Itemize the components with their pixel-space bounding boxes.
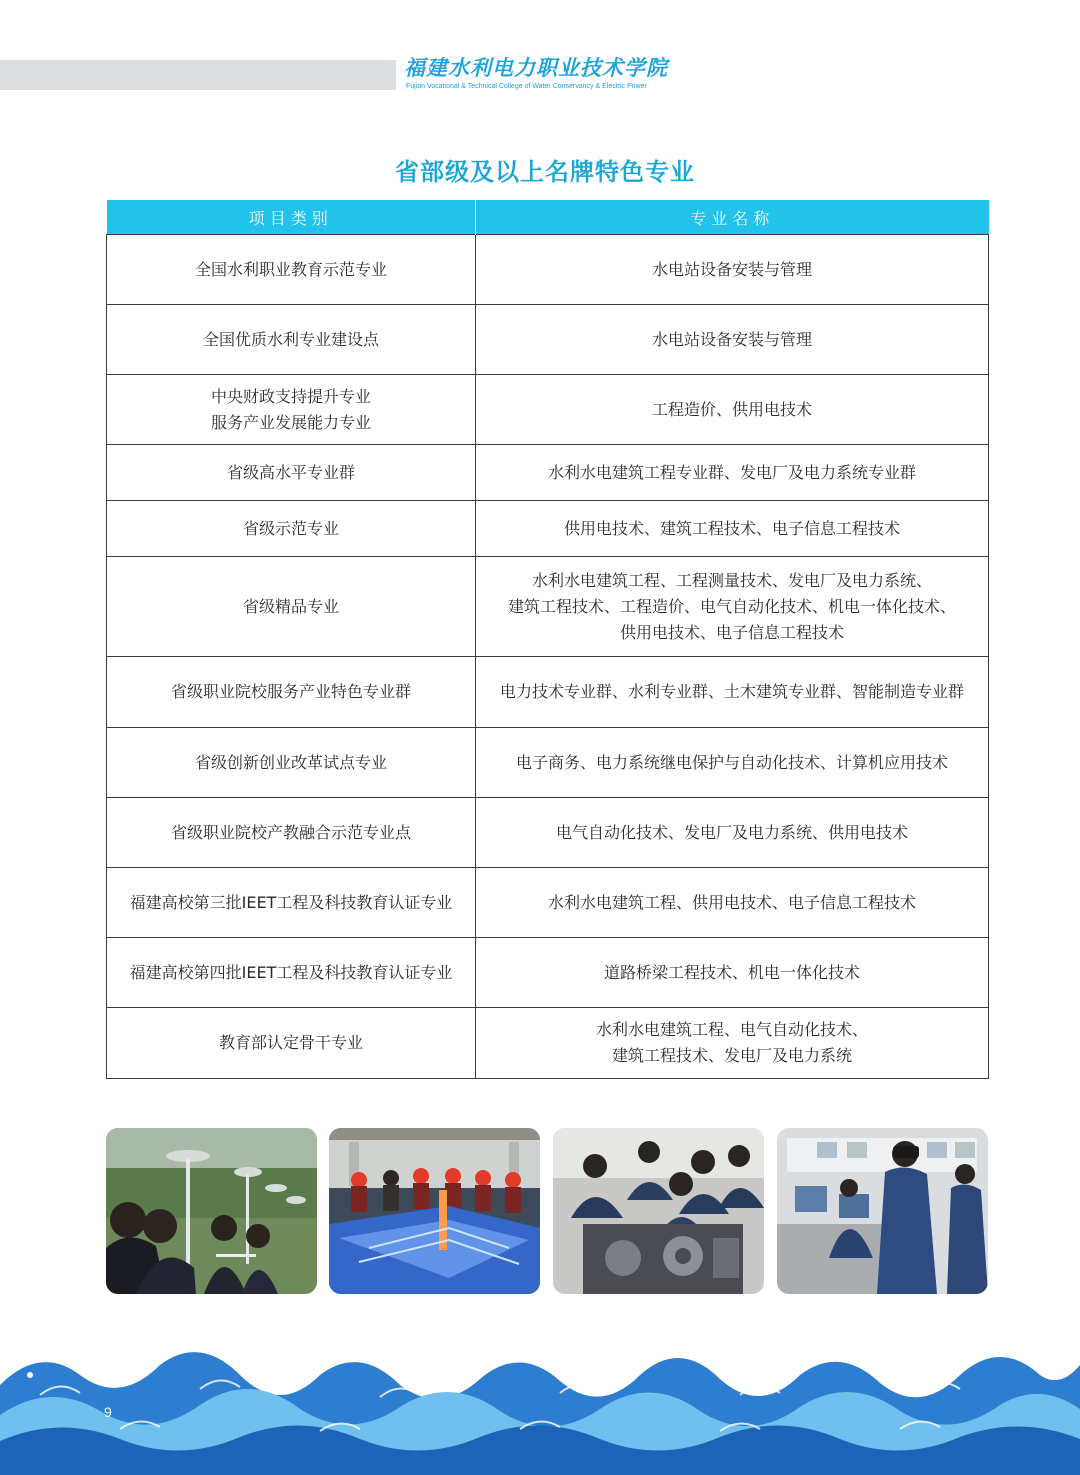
majors-text: 水利水电建筑工程、工程测量技术、发电厂及电力系统、 (531, 570, 932, 590)
category-text: 教育部认定骨干专业 (218, 1033, 363, 1052)
majors-text: 建筑工程技术、工程造价、电气自动化技术、机电一体化技术、 (507, 596, 956, 616)
table-row (107, 868, 989, 938)
photo-surveying-students (106, 1128, 317, 1294)
cell-majors (476, 501, 989, 557)
majors-text: 电力技术专业群、水利专业群、土木建筑专业群、智能制造专业群 (499, 682, 964, 701)
majors-text: 水电站设备安装与管理 (651, 259, 812, 279)
cell-majors (476, 868, 989, 938)
category-text: 福建高校第四批IEET工程及科技教育认证专业 (129, 962, 453, 982)
table-row (107, 375, 989, 445)
cell-majors (476, 557, 989, 657)
header-bar (0, 60, 396, 90)
college-name-en: Fujian Vocational & Technical College of Water Conservancy & Electric Power (406, 83, 647, 90)
photo-hydropower-model (329, 1128, 540, 1294)
majors-text: 电气自动化技术、发电厂及电力系统、供用电技术 (555, 822, 908, 842)
category-text: 福建高校第三批IEET工程及科技教育认证专业 (129, 892, 453, 912)
table-row (107, 798, 989, 868)
wave-decoration (0, 1345, 1080, 1475)
photo-engine-workshop (553, 1128, 764, 1294)
page-title: 省部级及以上名牌特色专业 (395, 158, 695, 186)
cell-category (107, 235, 476, 305)
category-text: 服务产业发展能力专业 (210, 412, 371, 432)
cell-majors (476, 1008, 989, 1079)
majors-text: 水利水电建筑工程专业群、发电厂及电力系统专业群 (547, 462, 916, 482)
cell-category (107, 798, 476, 868)
category-text: 省级高水平专业群 (226, 462, 355, 482)
cell-majors (476, 938, 989, 1008)
cell-category (107, 657, 476, 728)
cell-majors (476, 798, 989, 868)
cell-category (107, 375, 476, 445)
cell-majors (476, 657, 989, 728)
category-text: 省级示范专业 (242, 518, 339, 538)
majors-text: 水利水电建筑工程、供用电技术、电子信息工程技术 (547, 892, 916, 912)
category-text: 全国水利职业教育示范专业 (194, 259, 387, 279)
table-row (107, 1008, 989, 1079)
table-row (107, 305, 989, 375)
category-text: 全国优质水利专业建设点 (202, 329, 379, 349)
cell-majors (476, 235, 989, 305)
cell-majors (476, 305, 989, 375)
page-number: 9 (104, 1404, 112, 1420)
majors-text: 水电站设备安装与管理 (651, 329, 812, 349)
cell-majors (476, 445, 989, 501)
table-row (107, 235, 989, 305)
majors-text: 供用电技术、建筑工程技术、电子信息工程技术 (563, 518, 900, 538)
cell-majors (476, 728, 989, 798)
majors-text: 供用电技术、电子信息工程技术 (619, 622, 844, 642)
photo-vr-lab (777, 1128, 988, 1294)
college-name-cn: 福建水利电力职业技术学院 (404, 55, 668, 80)
cell-category (107, 305, 476, 375)
table-row (107, 557, 989, 657)
cell-category (107, 501, 476, 557)
cell-category (107, 1008, 476, 1079)
cell-category (107, 557, 476, 657)
majors-text: 工程造价、供用电技术 (651, 399, 812, 419)
category-text: 省级职业院校产教融合示范专业点 (170, 822, 411, 842)
category-text: 中央财政支持提升专业 (210, 386, 371, 406)
table-row (107, 445, 989, 501)
cell-majors (476, 375, 989, 445)
photo-strip (106, 1128, 988, 1294)
cell-category (107, 728, 476, 798)
majors-table (106, 200, 989, 1079)
column-header-majors: 专业名称 (476, 200, 989, 235)
majors-text: 水利水电建筑工程、电气自动化技术、 (595, 1020, 868, 1039)
category-text: 省级精品专业 (242, 596, 339, 616)
column-header-category: 项目类别 (107, 200, 476, 235)
table-row (107, 657, 989, 728)
college-logo (402, 52, 668, 96)
majors-text: 建筑工程技术、发电厂及电力系统 (611, 1046, 852, 1065)
cell-category (107, 938, 476, 1008)
category-text: 省级创新创业改革试点专业 (194, 752, 387, 772)
cell-category (107, 868, 476, 938)
table-row (107, 501, 989, 557)
majors-text: 电子商务、电力系统继电保护与自动化技术、计算机应用技术 (515, 752, 948, 772)
majors-text: 道路桥梁工程技术、机电一体化技术 (603, 962, 860, 982)
table-row (107, 728, 989, 798)
table-header-row (107, 200, 989, 235)
cell-category (107, 445, 476, 501)
table-row (107, 938, 989, 1008)
category-text: 省级职业院校服务产业特色专业群 (170, 682, 411, 701)
